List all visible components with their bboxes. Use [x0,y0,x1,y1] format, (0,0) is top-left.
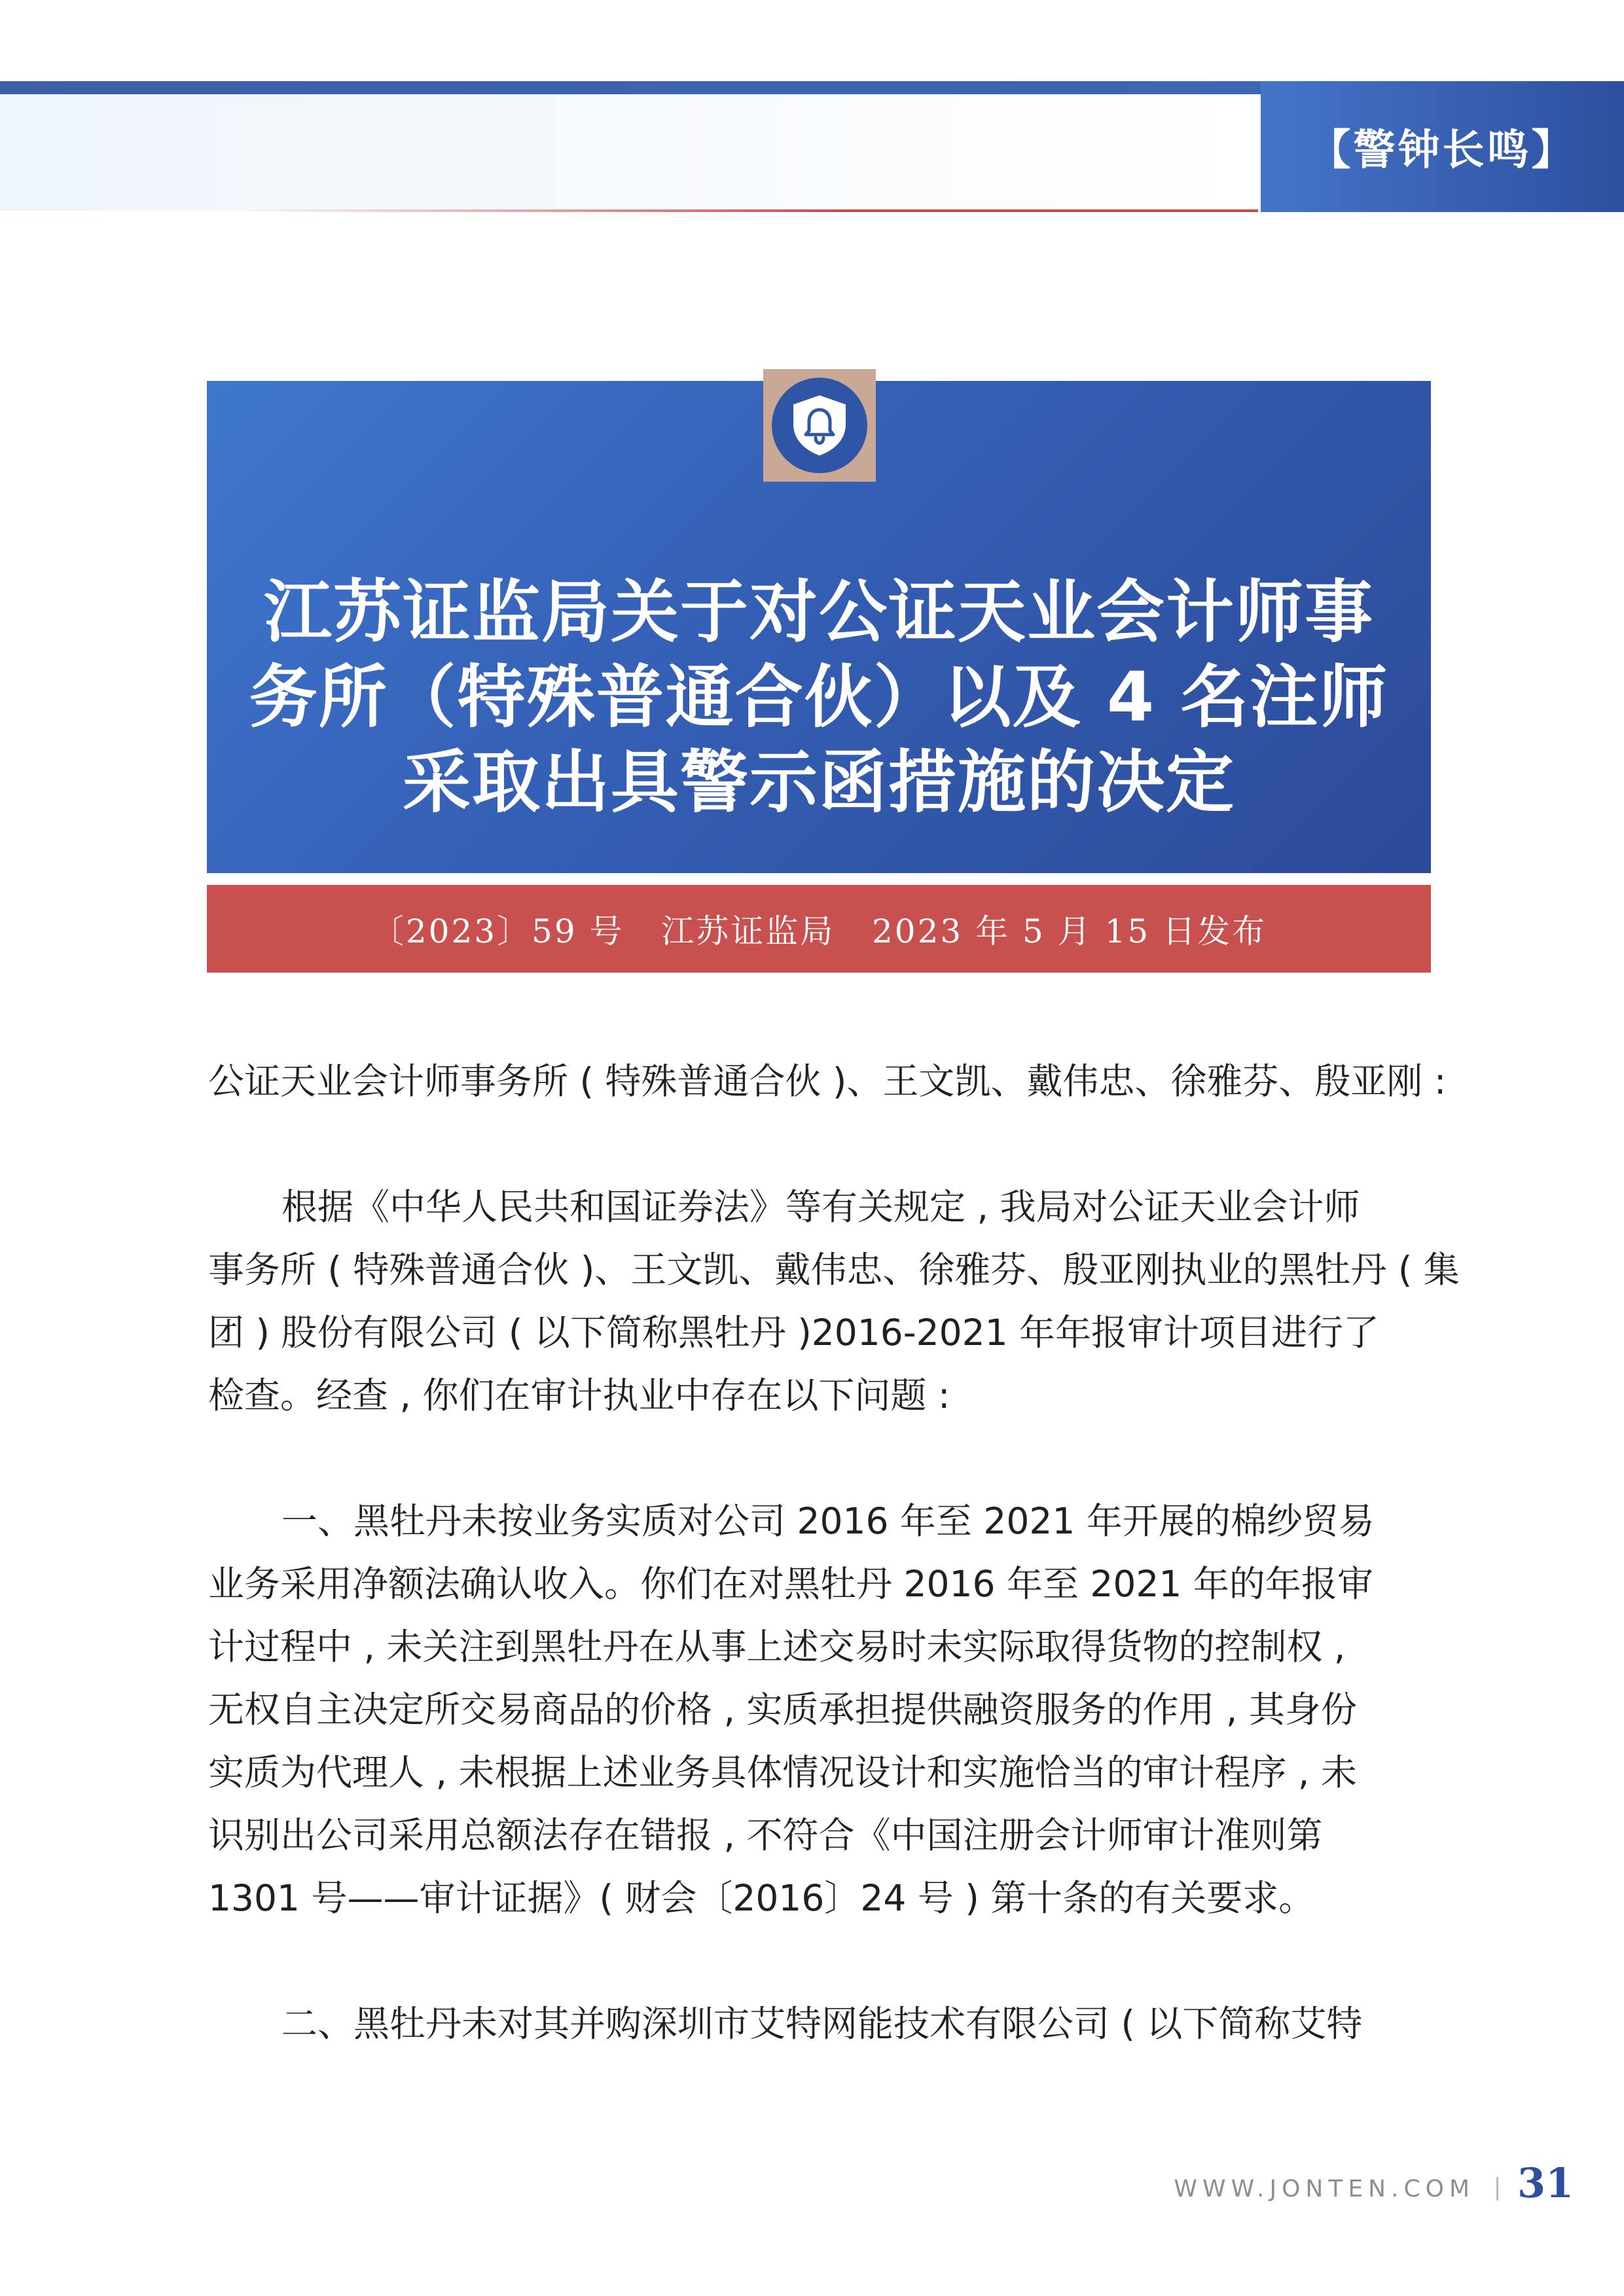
issue-info-bar: 〔2023〕59 号 江苏证监局 2023 年 5 月 15 日发布 [207,885,1431,973]
paragraph-line: 事务所 ( 特殊普通合伙 )、王文凯、戴伟忠、徐雅芬、殷亚刚执业的黑牡丹 ( 集 [208,1249,1460,1291]
shield-bell-icon [789,393,850,458]
title-line: 务所（特殊普通合伙）以及 4 名注师 [249,657,1389,737]
paragraph-1 [208,1175,1460,1427]
paragraph-line: 计过程中 , 未关注到黑牡丹在从事上述交易时未实际取得货物的控制权 , [208,1626,1346,1668]
footer-separator [1496,2177,1498,2200]
paragraph-2 [208,1490,1432,1929]
paragraph-line: 无权自主决定所交易商品的价格 , 实质承担提供融资服务的作用 , 其身份 [208,1689,1357,1731]
paragraph-line: 检查。经查 , 你们在审计执业中存在以下问题 : [208,1374,950,1416]
footer-website: WWW.JONTEN.COM [1174,2176,1475,2202]
paragraph-line: 业务采用净额法确认收入。你们在对黑牡丹 2016 年至 2021 年的年报审 [208,1563,1373,1605]
paragraph-line: 1301 号——审计证据》( 财会〔2016〕24 号 ) 第十条的有关要求。 [208,1877,1315,1919]
section-tag: 【警钟长鸣】 [1261,81,1624,212]
paragraph-line: 二、黑牡丹未对其并购深圳市艾特网能技术有限公司 ( 以下简称艾特 [281,2003,1363,2045]
page-title [207,569,1431,825]
paragraph-3 [208,1992,1432,2055]
addressee [208,1050,1447,1113]
title-line: 采取出具警示函措施的决定 [402,742,1235,822]
header-band [0,94,1258,211]
badge-circle [772,378,867,473]
paragraph-line: 识别出公司采用总额法存在错报 , 不符合《中国注册会计师审计准则第 [208,1814,1323,1856]
paragraph-line: 根据《中华人民共和国证券法》等有关规定 , 我局对公证天业会计师 [281,1186,1360,1228]
header-red-line [236,209,1258,212]
badge [763,369,876,482]
addressee-line: 公证天业会计师事务所 ( 特殊普通合伙 )、王文凯、戴伟忠、徐雅芬、殷亚刚 : [208,1060,1447,1102]
title-line: 江苏证监局关于对公证天业会计师事 [263,572,1374,652]
paragraph-line: 一、黑牡丹未按业务实质对公司 2016 年至 2021 年开展的棉纱贸易 [281,1500,1375,1542]
page-number: 31 [1517,2159,1574,2207]
header-top-line [0,81,1263,94]
paragraph-line: 实质为代理人 , 未根据上述业务具体情况设计和实施恰当的审计程序 , 未 [208,1751,1357,1793]
paragraph-line: 团 ) 股份有限公司 ( 以下简称黑牡丹 )2016-2021 年年报审计项目进行了 [208,1312,1380,1354]
